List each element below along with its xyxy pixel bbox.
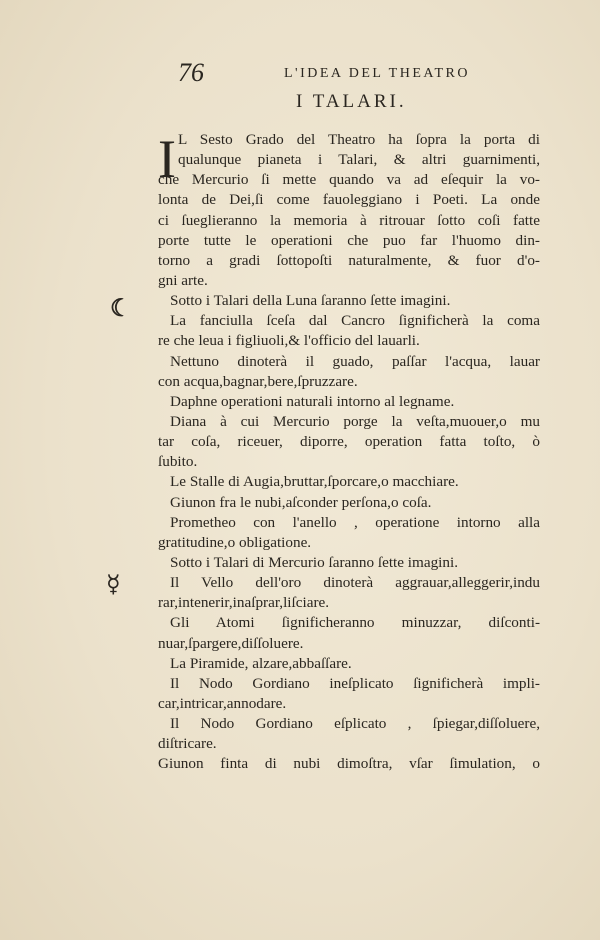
text-line: diſtricare.: [158, 735, 217, 753]
text-line: Giunon finta di nubi dimoſtra, vſar ſimulation, o: [158, 755, 540, 773]
text-line: Giunon fra le nubi,aſconder perſona,o coſa.: [170, 493, 432, 511]
text-line: Prometheo con l'anello , operatione intorno alla: [170, 513, 540, 531]
text-line: Il Vello dell'oro dinoterà aggrauar,alleggerir,indu: [170, 574, 540, 592]
running-title: L'IDEA DEL THEATRO: [284, 66, 470, 81]
text-line: gni arte.: [158, 271, 208, 289]
text-line: con acqua,bagnar,bere,ſpruzzare.: [158, 372, 358, 390]
text-line: La Piramide, alzare,abbaſſare.: [170, 654, 352, 672]
text-line: rar,intenerir,inaſprar,liſciare.: [158, 594, 330, 612]
page-header: [178, 58, 508, 88]
text-line: ſubito.: [158, 453, 198, 471]
text-line: nuar,ſpargere,diſſoluere.: [158, 634, 304, 652]
text-line: Sotto i Talari di Mercurio ſaranno ſette imagini.: [170, 553, 458, 571]
page-number: 76: [178, 58, 204, 87]
text-line: car,intricar,annodare.: [158, 694, 287, 712]
mercury-symbol-icon: ☿: [106, 572, 121, 598]
text-line: lonta de Dei,ſi come fauoleggiano i Poeti. La onde: [158, 191, 540, 209]
section-title: I TALARI.: [296, 91, 407, 112]
text-line: che Mercurio ſi mette quando va ad eſequir la vo-: [158, 171, 540, 189]
text-line: Le Stalle di Augia,bruttar,ſporcare,o macchiare.: [170, 473, 459, 491]
text-line: re che leua i figliuoli,& l'officio del lauarli.: [158, 332, 420, 350]
text-line: Diana à cui Mercurio porge la veſta,muouer,o mu: [170, 412, 540, 430]
text-line: ci ſueglieranno la memoria à ritrouar ſotto coſi fatte: [158, 211, 540, 229]
text-line: qualunque pianeta i Talari, & altri guarnimenti,: [178, 151, 540, 169]
body-text: [158, 130, 540, 775]
text-line: torno a gradi ſottopoſti naturalmente, & fuor d'o-: [158, 251, 540, 269]
moon-symbol-icon: ☾: [110, 296, 132, 322]
text-line: Gli Atomi ſignificheranno minuzzar, diſconti-: [170, 614, 540, 632]
text-line: La fanciulla ſceſa dal Cancro ſignificherà la coma: [170, 312, 540, 330]
text-line: Nettuno dinoterà il guado, paſſar l'acqua, lauar: [170, 352, 540, 370]
text-line: L Sesto Grado del Theatro ha ſopra la porta di: [178, 131, 540, 148]
text-line: Il Nodo Gordiano ineſplicato ſignificherà impli-: [170, 674, 540, 692]
text-line: Sotto i Talari della Luna ſaranno ſette imagini.: [170, 292, 451, 310]
text-line: tar coſa, riceuer, diporre, operation fatta toſto, ò: [158, 433, 540, 451]
drop-cap: I: [158, 129, 176, 189]
text-line: Il Nodo Gordiano eſplicato , ſpiegar,diſſoluere,: [170, 715, 540, 733]
text-line: gratitudine,o obligatione.: [158, 533, 312, 551]
text-line: porte tutte le operationi che puo far l'huomo din-: [158, 231, 540, 249]
text-line: Daphne operationi naturali intorno al legname.: [170, 392, 455, 410]
